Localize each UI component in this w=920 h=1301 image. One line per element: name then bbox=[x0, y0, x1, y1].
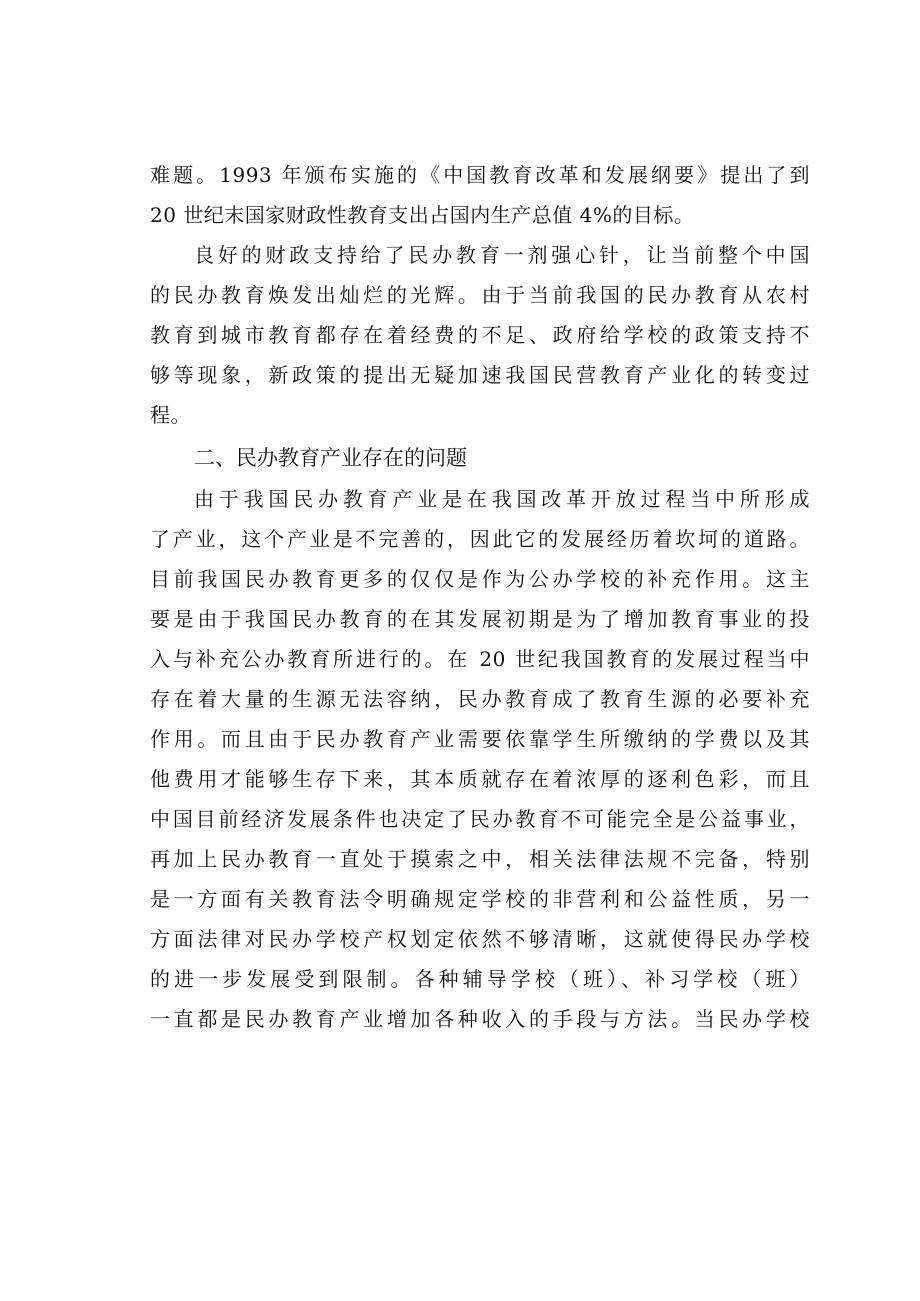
paragraph-line: 存在着大量的生源无法容纳，民办教育成了教育生源的必要补充 bbox=[150, 687, 810, 711]
paragraph-line: 良好的财政支持给了民办教育一剂强心针，让当前整个中国 bbox=[194, 243, 810, 267]
paragraph-line: 的民办教育焕发出灿烂的光辉。由于当前我国的民办教育从农村 bbox=[150, 283, 810, 307]
section-heading: 二、民办教育产业存在的问题 bbox=[194, 446, 467, 470]
paragraph-line: 再加上民办教育一直处于摸索之中，相关法律法规不完备，特别 bbox=[150, 847, 810, 871]
paragraph-line: 由于我国民办教育产业是在我国改革开放过程当中所形成 bbox=[194, 487, 810, 511]
paragraph-line: 教育到城市教育都存在着经费的不足、政府给学校的政策支持不 bbox=[150, 323, 810, 347]
paragraph-line: 作用。而且由于民办教育产业需要依靠学生所缴纳的学费以及其 bbox=[150, 727, 810, 751]
paragraph-3 bbox=[150, 479, 810, 1039]
paragraph-line: 难题。1993 年颁布实施的《中国教育改革和发展纲要》提出了到 bbox=[150, 163, 810, 187]
paragraph-line: 了产业，这个产业是不完善的，因此它的发展经历着坎坷的道路。 bbox=[150, 527, 810, 551]
paragraph-line: 他费用才能够生存下来，其本质就存在着浓厚的逐利色彩，而且 bbox=[150, 767, 810, 791]
paragraph-line: 一直都是民办教育产业增加各种收入的手段与方法。当民办学校 bbox=[150, 1007, 810, 1031]
paragraph-line: 目前我国民办教育更多的仅仅是作为公办学校的补充作用。这主 bbox=[150, 567, 810, 591]
paragraph-2 bbox=[150, 235, 810, 435]
paragraph-line: 是一方面有关教育法令明确规定学校的非营利和公益性质，另一 bbox=[150, 887, 810, 911]
paragraph-line: 够等现象，新政策的提出无疑加速我国民营教育产业化的转变过 bbox=[150, 363, 810, 387]
paragraph-line: 程。 bbox=[150, 403, 191, 427]
paragraph-line: 入与补充公办教育所进行的。在 20 世纪我国教育的发展过程当中 bbox=[150, 647, 810, 671]
paragraph-line: 20 世纪末国家财政性教育支出占国内生产总值 4%的目标。 bbox=[150, 203, 695, 227]
paragraph-line: 要是由于我国民办教育的在其发展初期是为了增加教育事业的投 bbox=[150, 607, 810, 631]
paragraph-line: 的进一步发展受到限制。各种辅导学校（班）、补习学校（班） bbox=[150, 967, 810, 991]
paragraph-line: 中国目前经济发展条件也决定了民办教育不可能完全是公益事业， bbox=[150, 807, 810, 831]
paragraph-1 bbox=[150, 155, 810, 235]
document-body bbox=[150, 155, 810, 1039]
paragraph-line: 方面法律对民办学校产权划定依然不够清晰，这就使得民办学校 bbox=[150, 927, 810, 951]
